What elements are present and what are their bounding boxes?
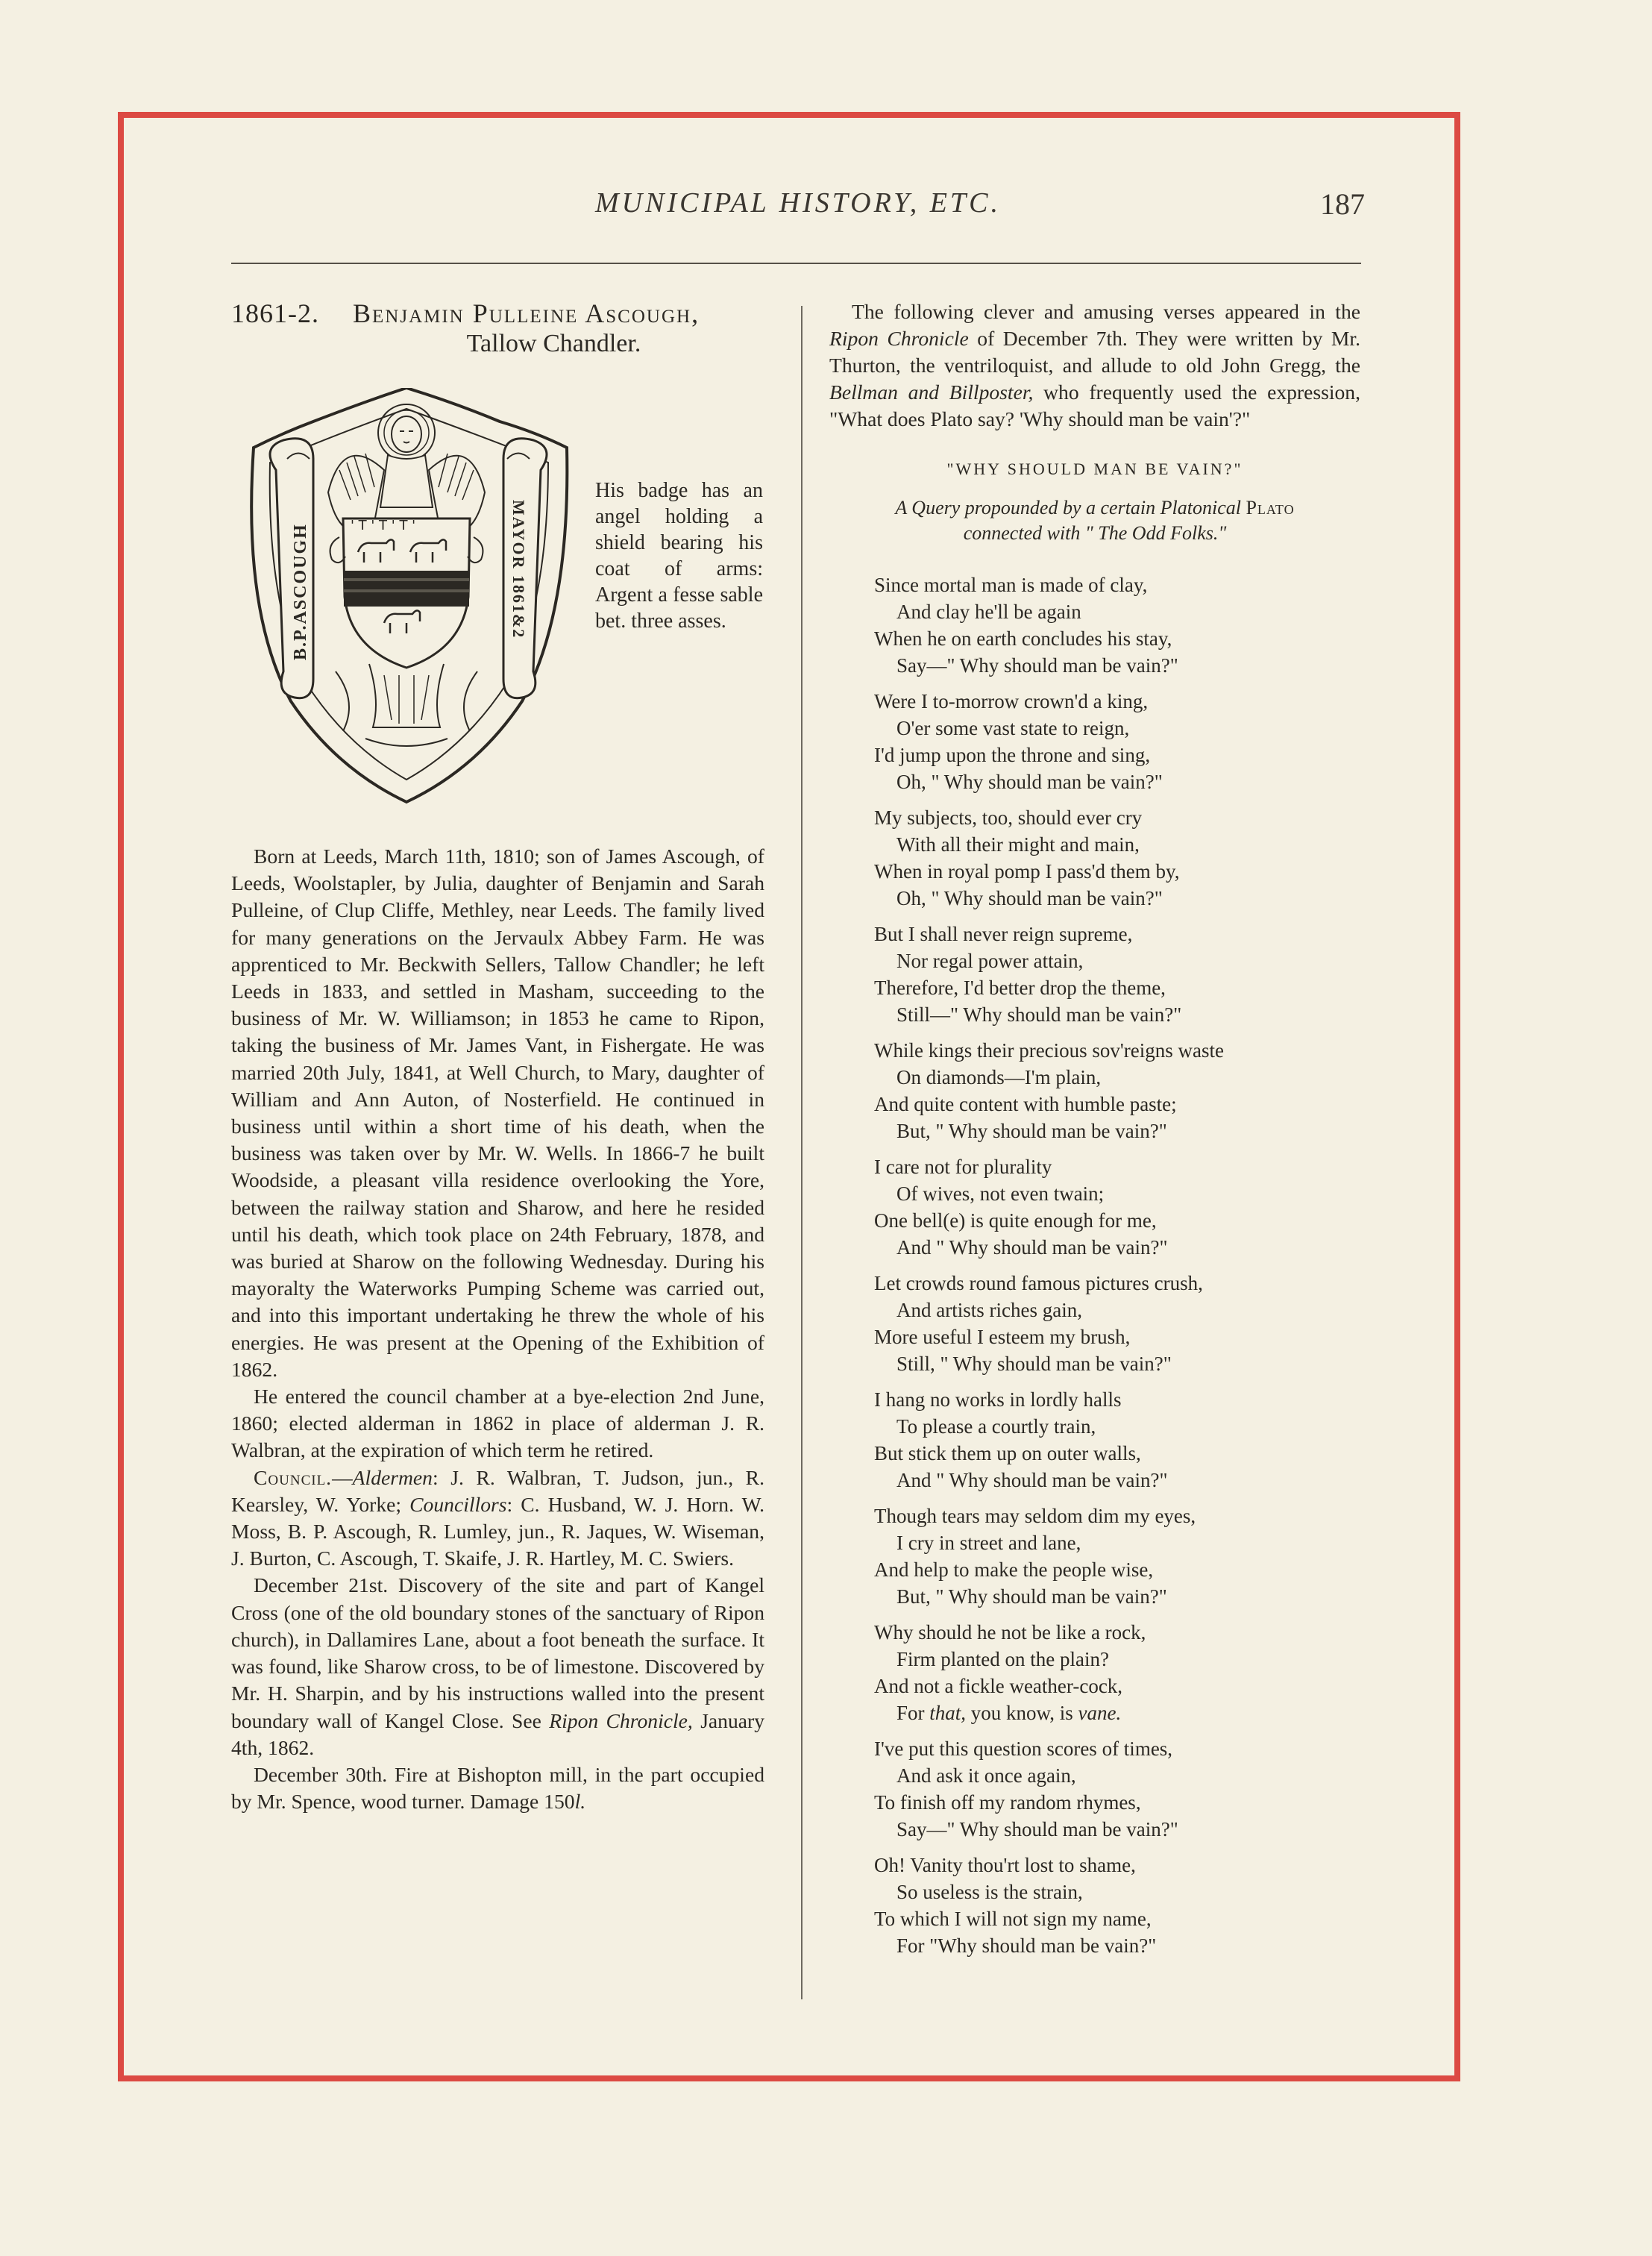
poem-stanza	[874, 921, 1360, 1028]
subtitle-part-1: A Query propounded by a certain Platonical	[895, 497, 1241, 518]
poem-line: So useless is the strain,	[896, 1881, 1083, 1903]
poem-stanza	[874, 571, 1360, 679]
page-number: 187	[1320, 187, 1365, 221]
poem-line: When he on earth concludes his stay,	[874, 627, 1172, 650]
poem-subtitle	[829, 495, 1360, 546]
poem-line: And quite content with humble paste;	[874, 1093, 1177, 1115]
poem-line-fragment: vane.	[1078, 1702, 1122, 1724]
badge-section	[231, 388, 764, 843]
intro-paper-name: Ripon Chronicle	[829, 327, 969, 350]
poem-line: Firm planted on the plain?	[896, 1648, 1109, 1670]
poem-line: More useful I esteem my brush,	[874, 1326, 1131, 1348]
bishopton-fire-paragraph	[231, 1761, 764, 1815]
poem-line: Oh, " Why should man be vain?"	[896, 887, 1163, 909]
intro-role: Bellman and Billposter,	[829, 380, 1034, 404]
poem-line: I care not for plurality	[874, 1156, 1052, 1178]
council-members-paragraph: Council.—Aldermen: J. R. Walbran, T. Judson, jun., R. Kearsley, W. Yorke; Councillors: C. Husband, W. J. Horn. W. Moss, B. P. Ascough, R. Lumley, jun., R. Jaques, W. Wiseman, J. Burton, C. Ascough, T. Skaife, J. R. Hartley, M. C. Swiers.	[231, 1465, 764, 1570]
poem-line: To please a courtly train,	[896, 1415, 1096, 1438]
entry-occupation: Tallow Chandler.	[466, 330, 641, 357]
bishopton-fire-text: December 30th. Fire at Bishopton mill, in the part occupied by Mr. Spence, wood turner. Damage 150	[231, 1762, 764, 1814]
poem-introduction	[829, 298, 1360, 433]
poem-line: Let crowds round famous pictures crush,	[874, 1272, 1203, 1294]
poem-stanza	[874, 1270, 1360, 1377]
column-divider	[801, 306, 803, 1999]
header-rule	[231, 263, 1361, 264]
damage-unit: l.	[574, 1790, 586, 1814]
poem-line: While kings their precious sov'reigns waste	[874, 1039, 1225, 1062]
entry-heading	[231, 298, 764, 328]
councillors-list: : C. Husband, W. J. Horn. W. Moss, B. P. Ascough, R. Lumley, jun., R. Jaques, W. Wiseman, J. Burton, C. Ascough, T. Skaife, J. R. Hartley, M. C. Swiers.	[231, 1492, 764, 1570]
poem-line: Were I to-morrow crown'd a king,	[874, 690, 1149, 712]
council-label: Council.	[254, 1465, 333, 1489]
poem-line: I hang no works in lordly halls	[874, 1388, 1122, 1411]
councillors-label: Councillors	[409, 1492, 507, 1516]
poem-line: Therefore, I'd better drop the theme,	[874, 977, 1166, 999]
poem-line-fragment: For	[896, 1702, 925, 1724]
poem-line: And " Why should man be vain?"	[896, 1236, 1168, 1259]
poem-line: But stick them up on outer walls,	[874, 1442, 1141, 1464]
poem-line: Since mortal man is made of clay,	[874, 574, 1148, 596]
poem-line: Still, " Why should man be vain?"	[896, 1353, 1172, 1375]
aldermen-list: : J. R. Walbran, T. Judson, jun., R. Kearsley, W. Yorke;	[231, 1465, 764, 1516]
intro-text-2: of December 7th. They were written by Mr. Thurton, the ventriloquist, and allude to old John Gregg, the	[829, 327, 1360, 377]
badge-right-inscription: MAYOR 1861&2	[509, 500, 528, 639]
poem-line: O'er some vast state to reign,	[896, 717, 1130, 739]
poem-line: And not a fickle weather-cock,	[874, 1675, 1123, 1697]
aldermen-label: Aldermen	[352, 1465, 433, 1489]
poem-line: Oh! Vanity thou'rt lost to shame,	[874, 1854, 1136, 1876]
poem-line: Say—" Why should man be vain?"	[896, 1818, 1178, 1840]
badge-caption: His badge has an angel holding a shield bearing his coat of arms: Argent a fesse sable bet. three asses.	[595, 479, 763, 633]
poem-stanza	[874, 1619, 1360, 1726]
poem-line: On diamonds—I'm plain,	[896, 1066, 1102, 1088]
intro-text-3: who frequently used the expression, "What does Plato say? 'Why should man be vain'?"	[829, 380, 1361, 430]
poem-line-fragment: that,	[929, 1702, 967, 1724]
poem-line: Why should he not be like a rock,	[874, 1621, 1146, 1644]
poem-line: Nor regal power attain,	[896, 950, 1084, 972]
poem-line	[874, 1699, 1360, 1726]
poem-line: Oh, " Why should man be vain?"	[896, 771, 1163, 793]
poem-line: Though tears may seldom dim my eyes,	[874, 1505, 1196, 1527]
poem-line: And artists riches gain,	[896, 1299, 1082, 1321]
poem-stanza	[874, 1386, 1360, 1494]
entry-date: 1861-2.	[231, 298, 319, 328]
poem-stanza	[874, 1503, 1360, 1610]
poem-line: To finish off my random rhymes,	[874, 1791, 1141, 1814]
badge-left-inscription: B.P.ASCOUGH	[291, 523, 310, 660]
poem-line: To which I will not sign my name,	[874, 1908, 1152, 1930]
poem-line: Say—" Why should man be vain?"	[896, 654, 1178, 677]
biography-paragraph: Born at Leeds, March 11th, 1810; son of James Ascough, of Leeds, Woolstapler, by Julia, daughter of Benjamin and Sarah Pulleine, of Clup Cliffe, Methley, near Leeds. The family lived for many generations on the Jervaulx Abbey Farm. He was apprenticed to Mr. Beckwith Sellers, Tallow Chandler; he left Leeds in 1833, and settled in Masham, succeeding to the business of Mr. W. Williamson; in 1853 he came to Ripon, taking the business of Mr. James Vant, in Fishergate. He was married 20th July, 1841, at Well Church, to Mary, daughter of William and Ann Auton, of Nosterfield. He continued in business until within a short time of his death, when the business was taken over by Mr. W. Wells. In 1866-7 he built Woodside, a pleasant villa residence overlooking the Yore, between the railway station and Sharow, and here he resided until his death, which took place on 24th February, 1878, and was buried at Sharow on the following Wednesday. During his mayoralty the Waterworks Pumping Scheme was carried out, and into this important undertaking he threw the whole of his energies. He was present at the Opening of the Exhibition of 1862.	[231, 845, 764, 1381]
poem-line: And " Why should man be vain?"	[896, 1469, 1168, 1491]
poem-line: My subjects, too, should ever cry	[874, 806, 1143, 829]
poem-line: But, " Why should man be vain?"	[896, 1120, 1167, 1142]
poem-line: But, " Why should man be vain?"	[896, 1585, 1167, 1608]
poem-line: For "Why should man be vain?"	[896, 1934, 1157, 1957]
poem-line: When in royal pomp I pass'd them by,	[874, 860, 1180, 883]
right-column	[829, 298, 1360, 1968]
intro-text-1: The following clever and amusing verses appeared in the	[852, 300, 1360, 323]
poem-line: Still—" Why should man be vain?"	[896, 1003, 1182, 1026]
mayoral-badge-illustration	[231, 388, 582, 806]
poem-line: And clay he'll be again	[896, 601, 1081, 623]
poem-line: I've put this question scores of times,	[874, 1738, 1173, 1760]
poem-stanza	[874, 804, 1360, 912]
kangel-cross-text: December 21st. Discovery of the site and part of Kangel Cross (one of the old boundary stones of the sanctuary of Ripon church), in Dallamires Lane, about a foot beneath the surface. It was found, like Sharow cross, to be of limestone. Discovered by Mr. H. Sharpin, and by his instructions walled into the present boundary wall of Kangel Close. See	[231, 1573, 764, 1732]
poem-line: I cry in street and lane,	[896, 1532, 1081, 1554]
poem-line: And ask it once again,	[896, 1764, 1076, 1787]
poem-line-fragment: you know, is	[970, 1702, 1073, 1724]
poem-line: I'd jump upon the throne and sing,	[874, 744, 1151, 766]
poem-stanza	[874, 1037, 1360, 1144]
poem-line: And help to make the people wise,	[874, 1558, 1154, 1581]
poem-stanza	[874, 1852, 1360, 1959]
poem-line: Of wives, not even twain;	[896, 1182, 1105, 1205]
poem-line: One bell(e) is quite enough for me,	[874, 1209, 1157, 1232]
poem-title: "WHY SHOULD MAN BE VAIN?"	[946, 460, 1243, 478]
left-column	[231, 298, 764, 1815]
poem-stanza	[874, 1735, 1360, 1843]
running-title: MUNICIPAL HISTORY, ETC.	[595, 187, 1001, 219]
page-header	[231, 187, 1365, 234]
ripon-chronicle-ref: Ripon Chronicle,	[549, 1708, 693, 1732]
entry-name: Benjamin Pulleine Ascough,	[353, 298, 700, 328]
poem-body	[874, 571, 1360, 1959]
poem-line: But I shall never reign supreme,	[874, 923, 1133, 945]
ripon-chronicle-date: January 4th, 1862.	[231, 1708, 765, 1759]
subtitle-part-2: connected with " The Odd Folks."	[963, 522, 1227, 544]
poem-stanza	[874, 688, 1360, 795]
poem-line: With all their might and main,	[896, 833, 1140, 856]
svg-text:' T ' T ' T ': ' T ' T ' T '	[351, 518, 416, 533]
council-entry-paragraph: He entered the council chamber at a bye-election 2nd June, 1860; elected alderman in 1862 in place of alderman J. R. Walbran, at the expiration of which term he retired.	[231, 1385, 764, 1462]
subtitle-plato: Plato	[1246, 497, 1295, 518]
kangel-cross-paragraph	[231, 1572, 764, 1761]
poem-stanza	[874, 1153, 1360, 1261]
